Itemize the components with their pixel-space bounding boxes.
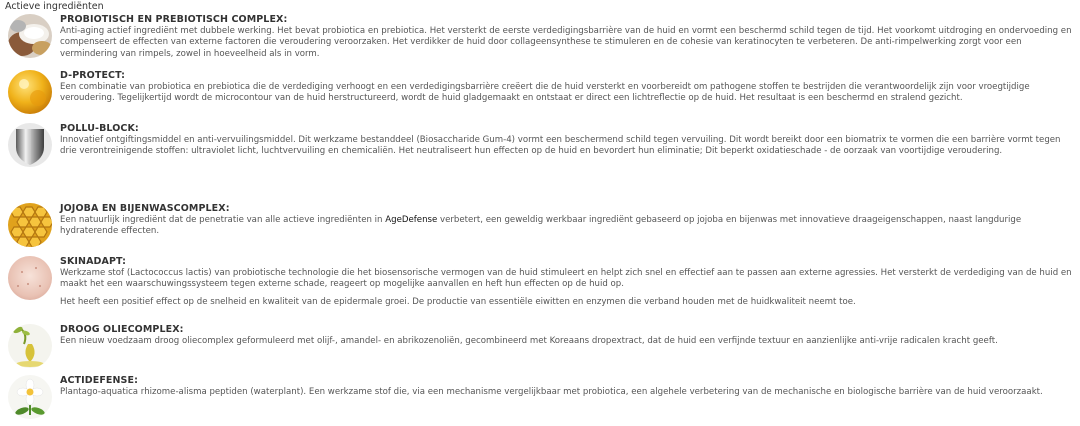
probiotic-cream-icon: [8, 14, 52, 58]
ingredient-name: D-PROTECT:: [60, 70, 126, 81]
page-title: Actieve ingrediënten: [5, 1, 104, 12]
description-text: Een natuurlijk ingrediënt dat de penetratie van alle actieve ingrediënten in: [60, 215, 386, 225]
flower-icon: [8, 375, 52, 419]
ingredient-name: SKINADAPT:: [60, 256, 127, 267]
pink-powder-icon: [8, 256, 52, 300]
golden-drop-icon: [8, 70, 52, 114]
silver-shield-icon: [8, 123, 52, 167]
brand-name: AgeDefense: [385, 215, 438, 225]
ingredient-name: ACTIDEFENSE:: [60, 375, 138, 386]
olive-oil-icon: [8, 324, 52, 368]
ingredient-description: Een nieuw voedzaam droog oliecomplex geformuleerd met olijf-, amandel- en abrikozenoliën, gecombineerd met Koreaans dropextract, dat de huid een verfijnde textuur en aanzienlijke anti-vrije radicalen kracht geeft.: [60, 336, 998, 346]
ingredient-description-extra: Het heeft een positief effect op de snelheid en kwaliteit van de epidermale groei. De productie van essentiële eiwitten en enzymen die verband houden met de huidkwaliteit neemt toe.: [60, 296, 856, 307]
ingredient-description: Anti-aging actief ingrediënt met dubbele werking. Het bevat probiotica en prebiotica. Het versterkt de eerste verdedigingsbarrière van de huid en vormt een beschermd schild tegen de tijd. Het voorkomt uitdroging en ondervoeding en compenseert de effecten van externe factoren die veroudering veroorzaken. Het verdikker de huid door collageensynthese te stimuleren en de cohesie van keratinocyten te verbeteren. De anti-rimpelwerking zorgt voor een vermindering van rimpels, zowel in hoeveelheid als in vorm.: [60, 26, 1072, 59]
honeycomb-icon: [8, 203, 52, 247]
ingredient-name: DROOG OLIECOMPLEX:: [60, 324, 184, 335]
ingredient-description: Werkzame stof (Lactococcus lactis) van probiotische technologie die het biosensorische vermogen van de huid stimuleert en helpt zich snel en effectief aan te passen aan externe agressies. Het versterkt de verdediging van de huid en maakt het een waarschuwingssysteem tegen externe schade, reageert op mogelijke aanvallen en heft hun effecten op de huid op.: [60, 268, 1072, 290]
description-text: verbetert, een geweldig werkbaar ingrediënt gebaseerd op jojoba en bijenwas met innovatieve draageigenschappen, naast langdurige hydraterende effecten.: [60, 215, 1022, 237]
ingredient-description: [60, 215, 1076, 238]
ingredient-name: POLLU-BLOCK:: [60, 123, 139, 134]
ingredient-name: JOJOBA EN BIJENWASCOMPLEX:: [60, 203, 230, 214]
ingredient-description: Innovatief ontgiftingsmiddel en anti-vervuilingsmiddel. Dit werkzame bestanddeel (Biosaccharide Gum-4) vormt een beschermend schild tegen vervuiling. Dit wordt bereikt door een biomatrix te vormen die een barrière vormt tegen drie verontreinigende stoffen: ultraviolet licht, luchtvervuiling en chemicaliën. Het neutraliseert hun effecten op de huid en bevordert hun eliminatie; Dit beperkt oxidatieschade - de oorzaak van voortijdige veroudering.: [60, 135, 1061, 157]
ingredient-description: Een combinatie van probiotica en prebiotica die de verdediging verhoogt en een verdedigingsbarrière creëert die de huid versterkt en voorbereidt om pathogene stoffen te bestrijden die verantwoordelijk zijn voor vroegtijdige veroudering. Tegelijkertijd wordt de microcontour van de huid herstructureerd, wordt de huid gladgemaakt en ontstaat er direct een lichtreflectie op de huid. Het resultaat is een beschermd en stralend gezicht.: [60, 82, 1030, 104]
ingredient-name: PROBIOTISCH EN PREBIOTISCH COMPLEX:: [60, 14, 288, 25]
ingredient-description: Plantago-aquatica rhizome-alisma peptiden (waterplant). Een werkzame stof die, via een mechanisme vergelijkbaar met probiotica, een algehele verbetering van de mechanische en biologische barrière van de huid veroorzaakt.: [60, 387, 1043, 397]
